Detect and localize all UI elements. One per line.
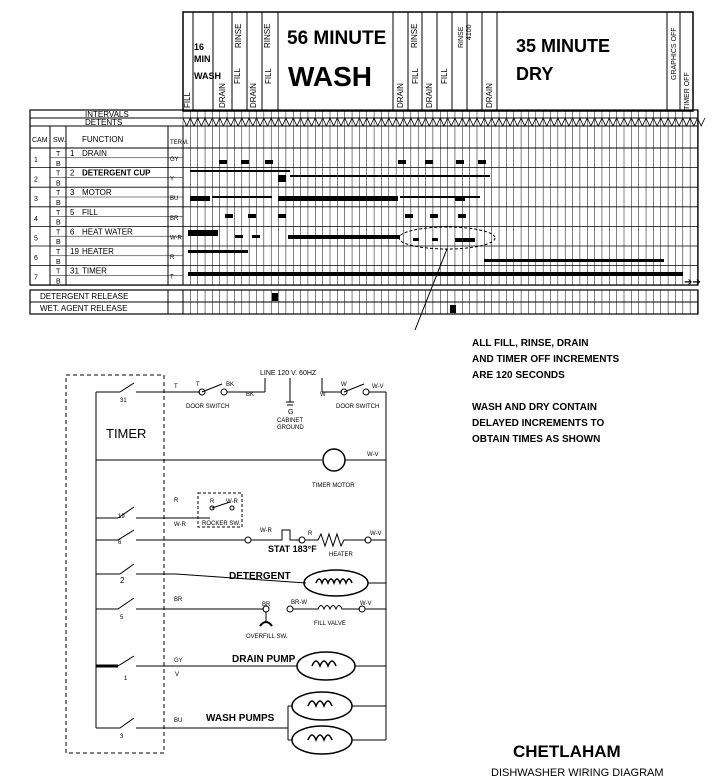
detent-mark <box>440 118 447 126</box>
row-letter-b: B <box>56 180 61 188</box>
detergent-label: DETERGENT <box>229 571 291 582</box>
row-letter-t: T <box>56 170 61 178</box>
timing-bar <box>225 214 233 218</box>
timing-bar <box>405 214 413 218</box>
detent-mark <box>212 118 219 126</box>
detent-mark <box>580 118 587 126</box>
hdr-fill-2: FILL <box>233 67 242 84</box>
hdr-rinse-4: RINSE <box>458 26 465 48</box>
timing-bar <box>248 214 256 218</box>
wire-wr1: W-R <box>226 499 238 505</box>
wire-bk1: BK <box>226 382 235 388</box>
hdr-35-minute: 35 MINUTE <box>516 36 611 56</box>
hdr-drain-4: DRAIN <box>425 83 434 108</box>
notes <box>472 338 620 445</box>
wire-br-w: BR-W <box>291 600 307 606</box>
timing-bar <box>484 259 664 262</box>
detent-mark <box>492 118 499 126</box>
wire-r3: R <box>308 531 313 537</box>
detent-mark <box>389 118 396 126</box>
ground-cabinet: CABINET <box>277 418 304 424</box>
wire-wv3: W-V <box>370 531 382 537</box>
detent-mark <box>315 118 322 126</box>
note-line-6: OBTAIN TIMES AS SHOWN <box>472 434 601 445</box>
ground-g: G <box>288 409 294 416</box>
timing-bar <box>455 238 475 242</box>
label-term: TERM. <box>170 140 189 146</box>
door-switch-left-label: DOOR SWITCH <box>186 404 230 410</box>
detent-mark <box>264 118 271 126</box>
row-cam: 5 <box>34 235 38 243</box>
row-term: BR <box>170 215 179 222</box>
detent-mark <box>220 118 227 126</box>
timing-bar <box>288 235 400 239</box>
row-letter-t: T <box>56 268 61 276</box>
wire-wv1: W-V <box>372 384 384 390</box>
detent-mark <box>190 118 197 126</box>
timing-bar <box>278 196 398 201</box>
schematic <box>66 375 386 754</box>
row-cam: 2 <box>34 176 38 184</box>
label-cam: CAM <box>32 137 48 144</box>
fill-valve-label: FILL VALVE <box>314 621 346 627</box>
ground-ground: GROUND <box>277 425 304 431</box>
row-function: DRAIN <box>82 149 107 158</box>
wire-v: V <box>175 672 180 678</box>
hdr-fill-3: FILL <box>264 67 273 84</box>
timing-bars <box>188 160 683 276</box>
detent-mark <box>374 118 381 126</box>
row-sw: 31 <box>70 266 79 276</box>
detent-mark <box>683 118 690 126</box>
hdr-drain: DRAIN <box>218 83 227 108</box>
hdr-dry: DRY <box>516 64 554 84</box>
row-letter-b: B <box>56 200 61 207</box>
detent-mark <box>293 118 300 126</box>
detent-mark <box>455 118 462 126</box>
hdr-graphics-off: GRAPHICS OFF <box>671 27 678 80</box>
label-function: FUNCTION <box>82 135 124 144</box>
detent-mark <box>617 118 624 126</box>
detent-mark <box>602 118 609 126</box>
detergent-release-label: DETERGENT RELEASE <box>40 292 129 301</box>
note-line-1: ALL FILL, RINSE, DRAIN <box>472 338 589 349</box>
wire-r1: R <box>174 498 179 504</box>
detent-mark <box>198 118 205 126</box>
wire-t2: T <box>196 382 200 388</box>
row-function: HEAT WATER <box>82 227 133 237</box>
label-intervals: INTERVALS <box>85 110 129 119</box>
detent-mark <box>411 118 418 126</box>
detent-mark <box>345 118 352 126</box>
detent-mark <box>698 118 705 126</box>
wire-br1: BR <box>174 597 183 603</box>
row-function: FILL <box>82 207 99 217</box>
door-switch-right-label: DOOR SWITCH <box>336 404 380 410</box>
wire-wr3: W-R <box>260 528 272 534</box>
detent-mark <box>448 118 455 126</box>
row-cam: 7 <box>34 274 38 282</box>
detent-mark <box>528 118 535 126</box>
row-cam: 6 <box>34 255 38 262</box>
switch-2-label: 2 <box>120 576 125 585</box>
detent-mark <box>536 118 543 126</box>
wire-wv4: W-V <box>360 601 372 607</box>
detent-mark <box>286 118 293 126</box>
timing-bar <box>188 230 218 236</box>
row-letter-t: T <box>56 190 61 198</box>
row-sw: 2 <box>70 168 75 178</box>
detent-mark <box>323 118 330 126</box>
row-function: TIMER <box>82 266 107 276</box>
hdr-fill: FILL <box>183 91 192 108</box>
label-sw: SW. <box>53 137 66 144</box>
detent-mark <box>242 118 249 126</box>
rocker-switch-label: ROCKER SW. <box>202 521 241 527</box>
timing-bar <box>188 250 248 253</box>
row-term: GY <box>170 157 179 163</box>
detent-mark <box>484 118 491 126</box>
detent-mark <box>462 118 469 126</box>
detent-mark <box>279 118 286 126</box>
detent-mark <box>675 118 682 126</box>
timing-bar <box>190 170 290 172</box>
timing-bar <box>212 196 272 198</box>
detent-mark <box>661 118 668 126</box>
hdr-rinse-2: RINSE <box>263 23 272 48</box>
detent-mark <box>381 118 388 126</box>
detent-mark <box>639 118 646 126</box>
detent-mark <box>433 118 440 126</box>
wet-agent-release-label: WET. AGENT RELEASE <box>40 304 128 313</box>
detent-mark <box>404 118 411 126</box>
label-detents: DETENTS <box>85 118 123 127</box>
hdr-timer-off: TIMER OFF <box>684 72 691 110</box>
detent-mark <box>205 118 212 126</box>
switch-5-label: 5 <box>120 615 124 621</box>
detent-mark <box>543 118 550 126</box>
wire-bk2: BK <box>246 392 255 398</box>
timing-bar <box>290 175 490 177</box>
wire-bu: BU <box>174 718 183 724</box>
detent-mark <box>653 118 660 126</box>
note-line-2: AND TIMER OFF INCREMENTS <box>472 354 620 365</box>
wire-br2: BR <box>262 602 271 608</box>
release-rows <box>30 290 698 314</box>
row-term: R <box>170 255 175 261</box>
hdr-fill-5: FILL <box>440 67 449 84</box>
detent-mark <box>308 118 315 126</box>
detent-mark <box>330 118 337 126</box>
detent-mark <box>690 118 697 126</box>
detent-mark <box>470 118 477 126</box>
note-line-4: WASH AND DRY CONTAIN <box>472 402 597 413</box>
program-header <box>183 12 693 111</box>
detent-mark <box>668 118 675 126</box>
row-term: BU <box>170 196 179 203</box>
row-term: W-R <box>170 235 182 242</box>
stat-label: STAT 183°F <box>268 544 317 554</box>
wire-wr2: W-R <box>174 522 186 528</box>
detent-marks <box>183 118 705 126</box>
hdr-drain-2: DRAIN <box>249 83 258 108</box>
timing-bar <box>190 196 210 201</box>
row-sw: 6 <box>70 227 75 237</box>
detent-mark <box>359 118 366 126</box>
row-sw: 3 <box>70 188 75 198</box>
detent-mark <box>631 118 638 126</box>
wire-r2: R <box>210 499 215 505</box>
row-function: HEATER <box>82 247 114 256</box>
timing-bar <box>456 160 464 164</box>
timing-bar <box>458 214 466 218</box>
overfill-switch-label: OVERFILL SW. <box>246 634 288 640</box>
wet-agent-release-mark <box>450 305 456 313</box>
hdr-rinse-4-temp: 4100 <box>466 24 473 40</box>
detent-mark <box>506 118 513 126</box>
row-letter-t: T <box>56 151 61 158</box>
switch-19-label: 19 <box>118 514 125 520</box>
timer-label: TIMER <box>106 426 147 441</box>
hdr-16: 16 <box>194 42 205 52</box>
detent-mark <box>257 118 264 126</box>
detent-mark <box>352 118 359 126</box>
wire-w2: W <box>341 382 347 388</box>
timer-motor-label: TIMER MOTOR <box>312 483 355 489</box>
row-letter-b: B <box>56 278 61 286</box>
wire-gy: GY <box>174 658 183 664</box>
detent-mark <box>301 118 308 126</box>
row-cam: 1 <box>34 157 38 164</box>
detent-mark <box>551 118 558 126</box>
timing-bar <box>219 160 227 164</box>
row-letter-b: B <box>56 239 61 247</box>
line-voltage-label: LINE 120 V. 60HZ <box>260 370 317 377</box>
row-letter-t: T <box>56 229 61 237</box>
detent-mark <box>521 118 528 126</box>
row-letter-b: B <box>56 160 61 168</box>
timing-bar <box>432 238 438 241</box>
timing-bar <box>278 214 286 218</box>
timing-bar <box>188 272 683 276</box>
detent-mark <box>573 118 580 126</box>
row-letter-b: B <box>56 258 61 266</box>
detent-mark <box>227 118 234 126</box>
wash-pumps-label: WASH PUMPS <box>206 713 275 724</box>
brand-title: CHETLAHAM <box>513 742 621 761</box>
detent-mark <box>396 118 403 126</box>
note-line-3: ARE 120 SECONDS <box>472 370 565 381</box>
row-cam: 4 <box>34 215 38 223</box>
switch-3-label: 3 <box>120 734 124 740</box>
switch-1-label: 1 <box>124 676 128 682</box>
note-line-5: DELAYED INCREMENTS TO <box>472 418 605 429</box>
switch-6-label: 6 <box>118 540 122 546</box>
timer-arrow: ➔➔ <box>684 277 701 288</box>
hdr-drain-3: DRAIN <box>396 83 405 108</box>
hdr-drain-5: DRAIN <box>485 83 494 108</box>
detent-mark <box>624 118 631 126</box>
schematic-labels <box>118 370 384 740</box>
detent-mark <box>587 118 594 126</box>
wire-wv2: W-V <box>367 452 379 458</box>
hdr-rinse-3: RINSE <box>410 23 419 48</box>
detent-mark <box>499 118 506 126</box>
timing-bar <box>235 235 243 238</box>
row-term: T <box>170 274 174 281</box>
row-sw: 5 <box>70 207 75 217</box>
detergent-release-mark <box>272 293 278 301</box>
timing-bar <box>241 160 249 164</box>
detent-mark <box>609 118 616 126</box>
detent-mark <box>367 118 374 126</box>
timing-bar <box>478 160 486 164</box>
detent-mark <box>337 118 344 126</box>
row-letter-t: T <box>56 209 61 217</box>
detent-mark <box>514 118 521 126</box>
hdr-wash: WASH <box>194 71 221 81</box>
timing-bar <box>430 214 438 218</box>
timing-bar <box>278 175 286 182</box>
diagram-subtitle: DISHWASHER WIRING DIAGRAM <box>491 767 664 779</box>
row-cam: 3 <box>34 196 38 204</box>
timing-bar <box>265 160 273 164</box>
timing-bar <box>252 235 260 238</box>
detent-mark <box>234 118 241 126</box>
detent-mark <box>249 118 256 126</box>
hdr-rinse-1: RINSE <box>234 23 243 48</box>
detent-mark <box>271 118 278 126</box>
detent-mark <box>418 118 425 126</box>
detent-mark <box>477 118 484 126</box>
hdr-56-minute: 56 MINUTE <box>287 28 387 49</box>
title-block <box>491 742 664 779</box>
detent-mark <box>565 118 572 126</box>
row-term: Y <box>170 176 175 183</box>
row-sw: 19 <box>70 247 79 256</box>
drain-pump-label: DRAIN PUMP <box>232 654 296 665</box>
timing-bar <box>398 160 406 164</box>
timing-bar <box>400 196 480 198</box>
row-sw: 1 <box>70 149 75 158</box>
wire-w1: W <box>320 392 326 398</box>
timing-bar <box>455 196 465 201</box>
timing-bar <box>413 238 419 241</box>
detent-mark <box>558 118 565 126</box>
timing-chart <box>30 110 705 330</box>
hdr-fill-4: FILL <box>411 67 420 84</box>
hdr-min: MIN <box>194 54 211 64</box>
row-function: MOTOR <box>82 188 112 198</box>
detent-mark <box>426 118 433 126</box>
wire-t1: T <box>174 384 178 390</box>
row-function: DETERGENT CUP <box>82 168 151 178</box>
heater-label: HEATER <box>329 552 353 558</box>
detent-mark <box>183 118 190 126</box>
hdr-wash-big: WASH <box>288 61 372 92</box>
timing-bar <box>425 160 433 164</box>
row-letter-t: T <box>56 249 61 256</box>
detent-mark <box>646 118 653 126</box>
switch-31-label: 31 <box>120 398 127 404</box>
row-letter-b: B <box>56 219 61 227</box>
row-labels <box>34 149 183 285</box>
detent-mark <box>595 118 602 126</box>
